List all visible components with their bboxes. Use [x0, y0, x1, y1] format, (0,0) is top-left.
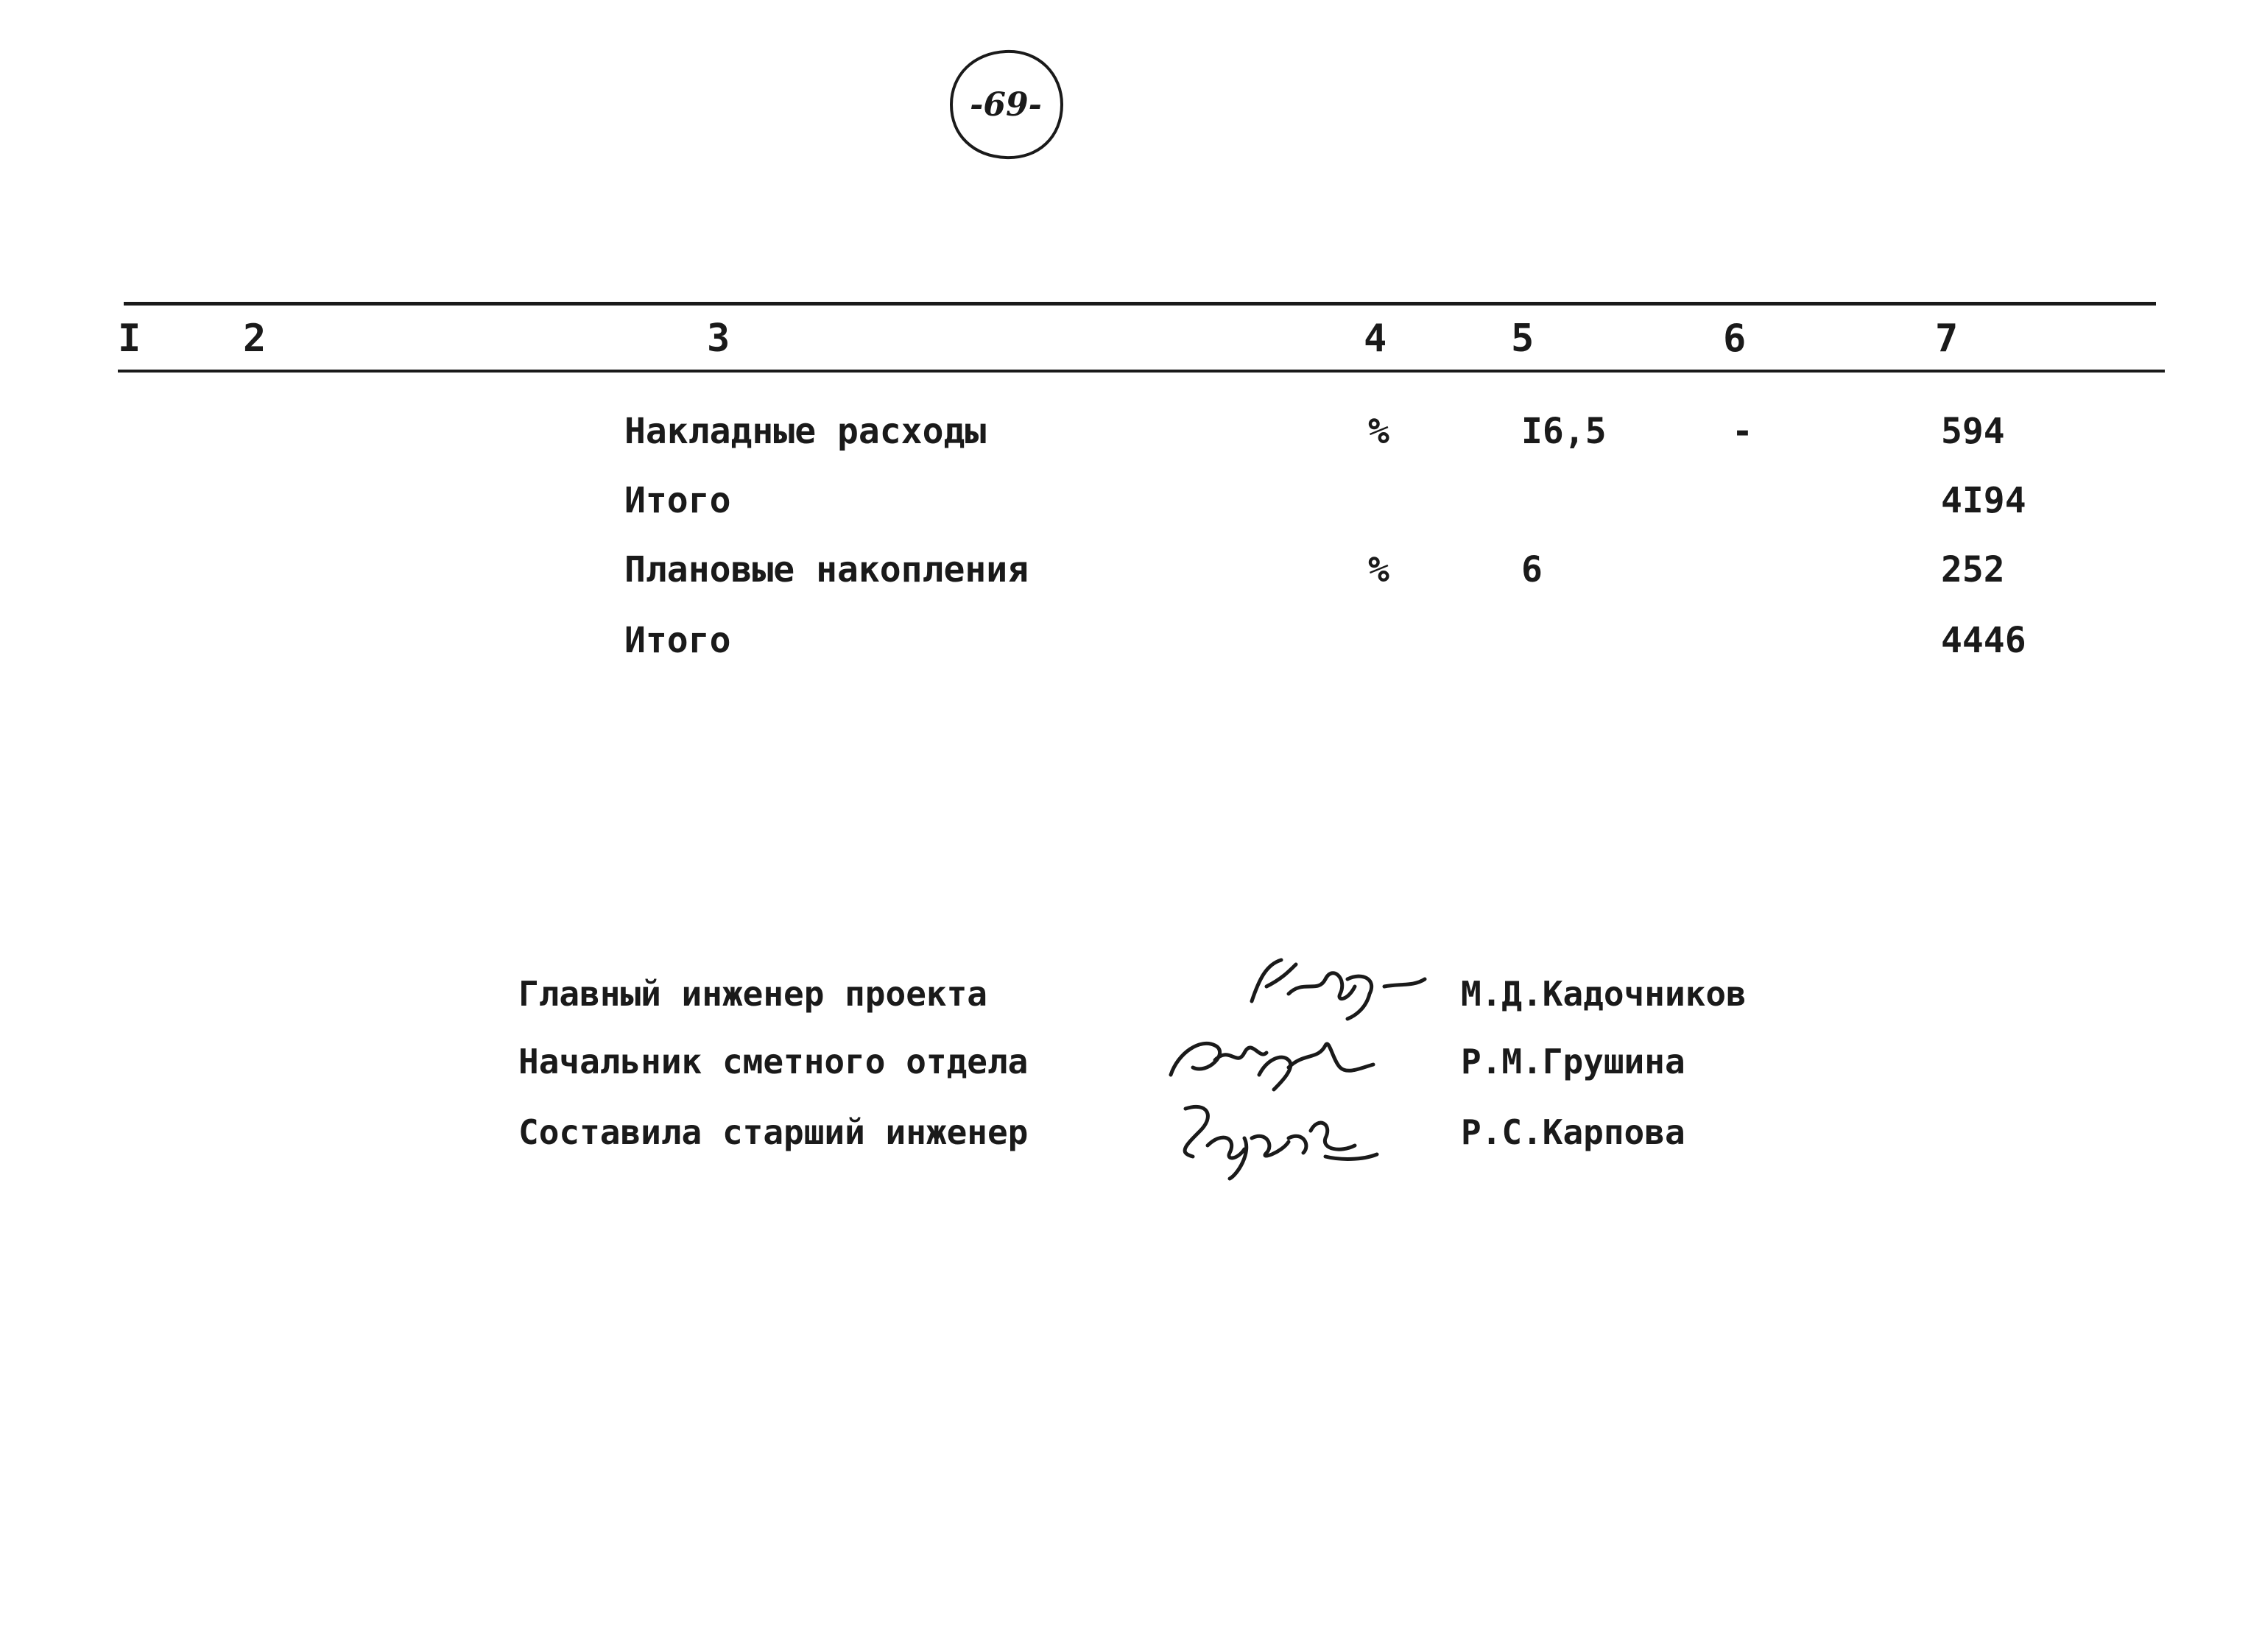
table-row-1-unit: % — [1368, 411, 1389, 452]
handwritten-signature-1 — [1237, 950, 1428, 1023]
table-row-4-amount: 4446 — [1941, 620, 2026, 661]
handwritten-signature-3 — [1163, 1087, 1384, 1182]
signature-title-chief-engineer: Главный инженер проекта — [518, 974, 987, 1014]
table-row-3-name: Плановые накопления — [624, 549, 1029, 590]
signature-name-chief-engineer: М.Д.Кадочников — [1461, 974, 1747, 1014]
column-header-2: 2 — [243, 317, 267, 361]
table-row-1-name: Накладные расходы — [624, 411, 987, 452]
handwritten-signature-2 — [1156, 1016, 1377, 1097]
table-row-3-rate: 6 — [1521, 549, 1543, 590]
table-row-1-rate: I6,5 — [1521, 411, 1607, 452]
signature-title-estimating-head: Начальник сметного отдела — [518, 1042, 1029, 1081]
table-row-1-col6: - — [1732, 411, 1753, 452]
column-header-6: 6 — [1723, 317, 1747, 361]
table-header-rule — [118, 370, 2165, 373]
table-top-rule — [124, 302, 2156, 306]
table-row-2-amount: 4I94 — [1941, 480, 2026, 521]
table-row-4-name: Итого — [624, 620, 731, 661]
column-header-1: I — [118, 317, 141, 361]
signature-title-senior-engineer: Составила старший инженер — [518, 1112, 1029, 1152]
column-header-7: 7 — [1935, 317, 1959, 361]
table-row-3-amount: 252 — [1941, 549, 2005, 590]
column-header-5: 5 — [1511, 317, 1535, 361]
table-row-3-unit: % — [1368, 549, 1389, 590]
signature-name-estimating-head: Р.М.Грушина — [1461, 1042, 1685, 1081]
column-header-4: 4 — [1364, 317, 1387, 361]
signature-name-senior-engineer: Р.С.Карпова — [1461, 1112, 1685, 1152]
page-number: -69- — [970, 85, 1042, 124]
page-number-stamp — [944, 46, 1068, 163]
table-row-1-amount: 594 — [1941, 411, 2005, 452]
table-row-2-name: Итого — [624, 480, 731, 521]
column-header-3: 3 — [707, 317, 730, 361]
